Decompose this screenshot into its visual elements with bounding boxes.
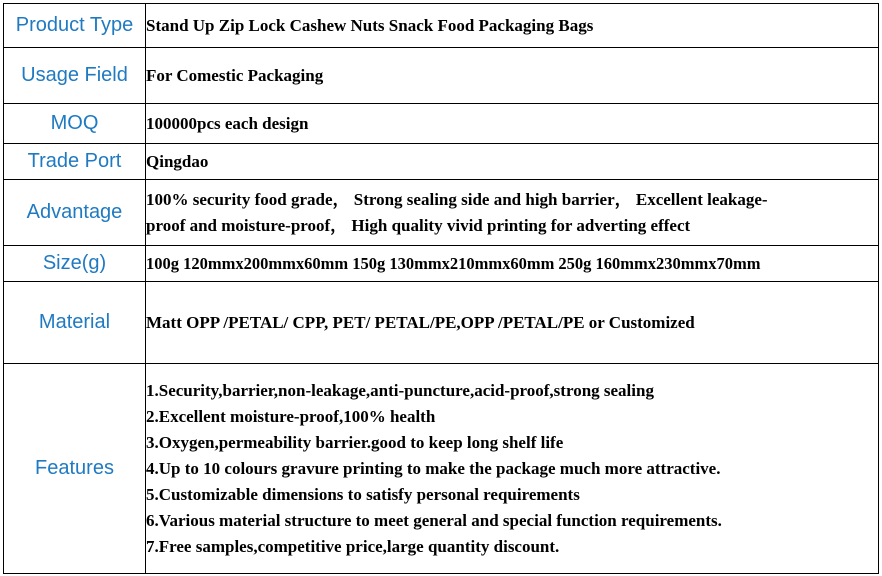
advantage-line: proof and moisture-proof， High quality vivid printing for adverting effect <box>146 215 691 235</box>
row-value: Matt OPP /PETAL/ CPP, PET/ PETAL/PE,OPP /PETAL/PE or Customized <box>146 282 879 364</box>
advantage-line: 100% security food grade， Strong sealing side and high barrier， Excellent leakage- <box>146 189 768 209</box>
row-label: Usage Field <box>4 48 146 104</box>
row-label: Size(g) <box>4 246 146 282</box>
row-value: Qingdao <box>146 144 879 180</box>
product-spec-table <box>3 3 879 574</box>
row-label: Trade Port <box>4 144 146 180</box>
table-row-trade-port <box>4 144 879 180</box>
table-row-advantage <box>4 180 879 246</box>
row-value: Stand Up Zip Lock Cashew Nuts Snack Food Packaging Bags <box>146 4 879 48</box>
feature-item: 4.Up to 10 colours gravure printing to make the package much more attractive. <box>146 458 721 478</box>
feature-item: 5.Customizable dimensions to satisfy personal requirements <box>146 484 580 504</box>
feature-item: 7.Free samples,competitive price,large quantity discount. <box>146 536 560 556</box>
table-row-features <box>4 364 879 574</box>
feature-item: 1.Security,barrier,non-leakage,anti-puncture,acid-proof,strong sealing <box>146 380 654 400</box>
table-row-usage-field <box>4 48 879 104</box>
row-value: 100000pcs each design <box>146 104 879 144</box>
table-row-size <box>4 246 879 282</box>
row-label: Material <box>4 282 146 364</box>
row-label: Features <box>4 364 146 574</box>
row-label: Advantage <box>4 180 146 246</box>
row-value <box>146 180 879 246</box>
row-label: Product Type <box>4 4 146 48</box>
table-row-moq <box>4 104 879 144</box>
row-value <box>146 364 879 574</box>
row-value: 100g 120mmx200mmx60mm 150g 130mmx210mmx60mm 250g 160mmx230mmx70mm <box>146 246 879 282</box>
row-label: MOQ <box>4 104 146 144</box>
table-row-material <box>4 282 879 364</box>
table-row-product-type <box>4 4 879 48</box>
feature-item: 3.Oxygen,permeability barrier.good to keep long shelf life <box>146 432 564 452</box>
feature-item: 6.Various material structure to meet general and special function requirements. <box>146 510 722 530</box>
feature-item: 2.Excellent moisture-proof,100% health <box>146 406 436 426</box>
row-value: For Comestic Packaging <box>146 48 879 104</box>
